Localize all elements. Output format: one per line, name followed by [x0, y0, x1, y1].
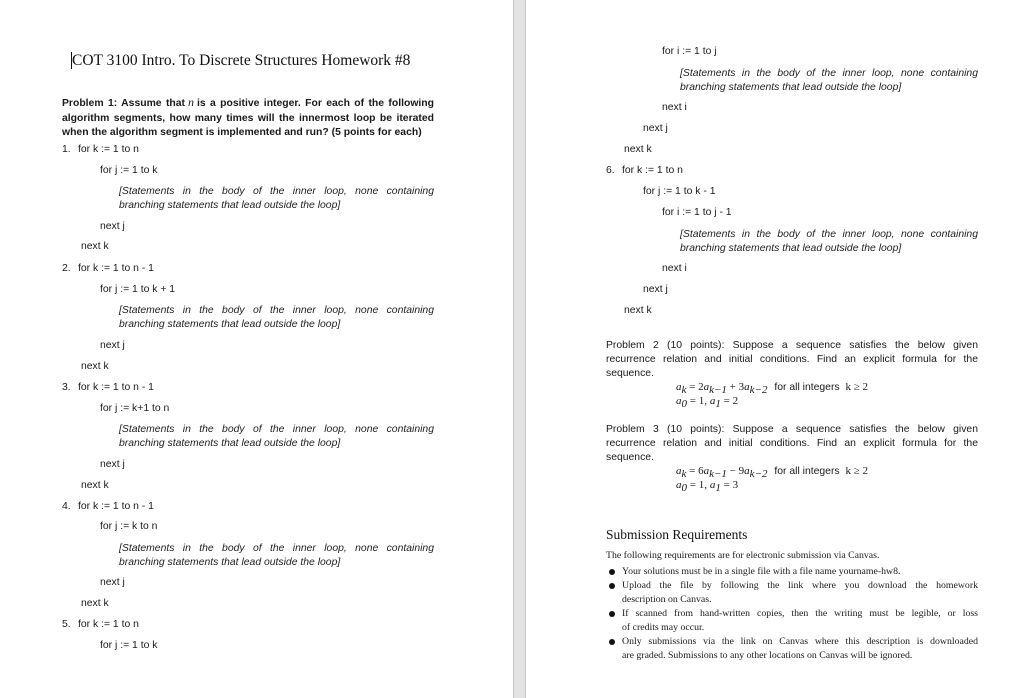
- segment-5-number: 5.: [62, 619, 71, 630]
- condition-expr: k ≥ 2: [845, 381, 869, 393]
- term: a: [676, 395, 682, 407]
- loop-body-line-1: [Statements in the body of the inner loop, none containing: [119, 186, 434, 197]
- segment-6-inner-loop: for i := 1 to j - 1: [662, 207, 732, 218]
- segment-6-loop-body: [680, 228, 978, 256]
- segment-5-inner-loop: for i := 1 to j: [662, 46, 717, 57]
- condition-text: for all integers: [774, 466, 840, 477]
- requirement-line-1: Only submissions via the link on Canvas where this description is downloaded: [622, 636, 978, 647]
- value: = 1,: [687, 479, 707, 491]
- segment-6-next-k: next k: [624, 305, 652, 316]
- loop-body-line-2: branching statements that lead outside the loop]: [119, 438, 341, 449]
- value: = 2: [720, 395, 739, 407]
- segment-3-next-j: next j: [100, 459, 125, 470]
- segment-1-outer-loop: for k := 1 to n: [78, 144, 139, 155]
- page-gutter: [513, 0, 526, 698]
- problem-1-text-a: Problem 1: Assume that: [62, 98, 185, 109]
- segment-4-loop-body: [119, 542, 434, 570]
- requirement-line-1: Your solutions must be in a single file with a file name yourname-hw8.: [622, 566, 901, 577]
- subscript: k: [681, 384, 687, 397]
- problem-1-text-b: is a positive integer. For each of the following algorithm segments, how many times will the innermost loop be iterated when the algorithm segment is implemented and run? (5 points for each): [62, 98, 434, 138]
- segment-5-loop-body: [680, 67, 978, 95]
- value: = 1,: [687, 395, 707, 407]
- operator: = 6: [686, 465, 704, 477]
- loop-body-line-2: branching statements that lead outside the loop]: [119, 319, 341, 330]
- term: a: [703, 381, 710, 393]
- document-title: COT 3100 Intro. To Discrete Structures Homework #8: [72, 52, 411, 69]
- loop-body-line-1: [Statements in the body of the inner loop, none containing: [119, 424, 434, 435]
- segment-1-middle-loop: for j := 1 to k: [100, 165, 158, 176]
- segment-4-next-k: next k: [81, 598, 109, 609]
- problem-3-line-1: Problem 3 (10 points): Suppose a sequence satisfies the below given: [606, 424, 978, 435]
- segment-2-outer-loop: for k := 1 to n - 1: [78, 263, 154, 274]
- segment-5-outer-loop: for k := 1 to n: [78, 619, 139, 630]
- term: a: [709, 395, 716, 407]
- term: a: [676, 381, 682, 393]
- segment-4-next-j: next j: [100, 577, 125, 588]
- problem-3-initial-conditions: [676, 479, 738, 495]
- bullet-icon: [609, 583, 615, 589]
- term: a: [676, 479, 682, 491]
- requirement-line-1: Upload the file by following the link where you download the homework: [622, 580, 978, 591]
- problem-3-line-3: sequence.: [606, 452, 654, 463]
- problem-1-prompt: [62, 95, 434, 141]
- segment-1-loop-body: [119, 185, 434, 213]
- requirement-line-2: are graded. Submissions to any other locations on Canvas will be ignored.: [622, 650, 913, 661]
- segment-2-next-j: next j: [100, 340, 125, 351]
- subscript: k−1: [709, 384, 727, 397]
- requirement-item: [622, 607, 978, 635]
- segment-6-next-j: next j: [643, 284, 668, 295]
- segment-4-number: 4.: [62, 501, 71, 512]
- term: a: [703, 465, 710, 477]
- segment-1-next-j: next j: [100, 221, 125, 232]
- operator: + 3: [726, 381, 745, 393]
- problem-2-line-2: recurrence relation and initial conditions. Find an explicit formula for the: [606, 354, 978, 365]
- loop-body-line-1: [Statements in the body of the inner loop, none containing: [680, 229, 978, 240]
- segment-3-number: 3.: [62, 382, 71, 393]
- segment-5-next-j: next j: [643, 123, 668, 134]
- segment-6-number: 6.: [606, 165, 615, 176]
- submission-heading: Submission Requirements: [606, 527, 748, 542]
- value: = 3: [720, 479, 739, 491]
- loop-body-line-2: branching statements that lead outside the loop]: [680, 82, 902, 93]
- segment-2-loop-body: [119, 304, 434, 332]
- problem-3-line-2: recurrence relation and initial conditions. Find an explicit formula for the: [606, 438, 978, 449]
- segment-5-next-k: next k: [624, 144, 652, 155]
- term: a: [744, 465, 750, 477]
- loop-body-line-1: [Statements in the body of the inner loop, none containing: [680, 68, 978, 79]
- problem-2-initial-conditions: [676, 395, 738, 411]
- problem-2-line-3: sequence.: [606, 368, 654, 379]
- problem-3-prompt: [606, 423, 978, 465]
- term: a: [744, 381, 750, 393]
- bullet-icon: [609, 639, 615, 645]
- segment-4-outer-loop: for k := 1 to n - 1: [78, 501, 154, 512]
- segment-3-next-k: next k: [81, 480, 109, 491]
- submission-intro: The following requirements are for electronic submission via Canvas.: [606, 550, 880, 561]
- segment-2-middle-loop: for j := 1 to k + 1: [100, 284, 176, 295]
- problem-2-prompt: [606, 339, 978, 381]
- submission-requirements-list: [622, 565, 978, 663]
- subscript: k−2: [749, 468, 768, 481]
- segment-3-loop-body: [119, 423, 434, 451]
- segment-1-next-k: next k: [81, 241, 109, 252]
- bullet-icon: [609, 569, 615, 575]
- condition-expr: k ≥ 2: [845, 465, 869, 477]
- segment-1-number: 1.: [62, 144, 71, 155]
- requirement-line-2: description on Canvas.: [622, 594, 712, 605]
- requirement-item: [622, 635, 978, 663]
- segment-2-number: 2.: [62, 263, 71, 274]
- subscript: 1: [715, 482, 721, 495]
- segment-3-middle-loop: for j := k+1 to n: [100, 403, 170, 414]
- subscript: 0: [681, 398, 687, 411]
- term: a: [676, 465, 682, 477]
- term: a: [709, 479, 716, 491]
- condition-text: for all integers: [774, 382, 840, 393]
- segment-6-next-i: next i: [662, 263, 687, 274]
- bullet-icon: [609, 611, 615, 617]
- requirement-line-2: of credits may occur.: [622, 622, 705, 633]
- loop-body-line-2: branching statements that lead outside the loop]: [119, 557, 341, 568]
- segment-6-outer-loop: for k := 1 to n: [622, 165, 683, 176]
- variable-n: n: [188, 95, 194, 109]
- loop-body-line-2: branching statements that lead outside the loop]: [119, 200, 341, 211]
- requirement-line-1: If scanned from hand-written copies, then the writing must be legible, or loss: [622, 608, 978, 619]
- loop-body-line-1: [Statements in the body of the inner loop, none containing: [119, 305, 434, 316]
- subscript: k: [681, 468, 687, 481]
- segment-5-middle-loop: for j := 1 to k: [100, 640, 158, 651]
- loop-body-line-1: [Statements in the body of the inner loop, none containing: [119, 543, 434, 554]
- subscript: k−1: [709, 468, 727, 481]
- segment-4-middle-loop: for j := k to n: [100, 521, 158, 532]
- segment-2-next-k: next k: [81, 361, 109, 372]
- operator: − 9: [726, 465, 745, 477]
- problem-2-line-1: Problem 2 (10 points): Suppose a sequence satisfies the below given: [606, 340, 978, 351]
- segment-6-middle-loop: for j := 1 to k - 1: [643, 186, 716, 197]
- subscript: 0: [681, 482, 687, 495]
- segment-5-next-i: next i: [662, 102, 687, 113]
- operator: = 2: [686, 381, 704, 393]
- loop-body-line-2: branching statements that lead outside the loop]: [680, 243, 902, 254]
- subscript: 1: [715, 398, 721, 411]
- requirement-item: [622, 579, 978, 607]
- segment-3-outer-loop: for k := 1 to n - 1: [78, 382, 154, 393]
- subscript: k−2: [749, 384, 768, 397]
- requirement-item: [622, 565, 978, 579]
